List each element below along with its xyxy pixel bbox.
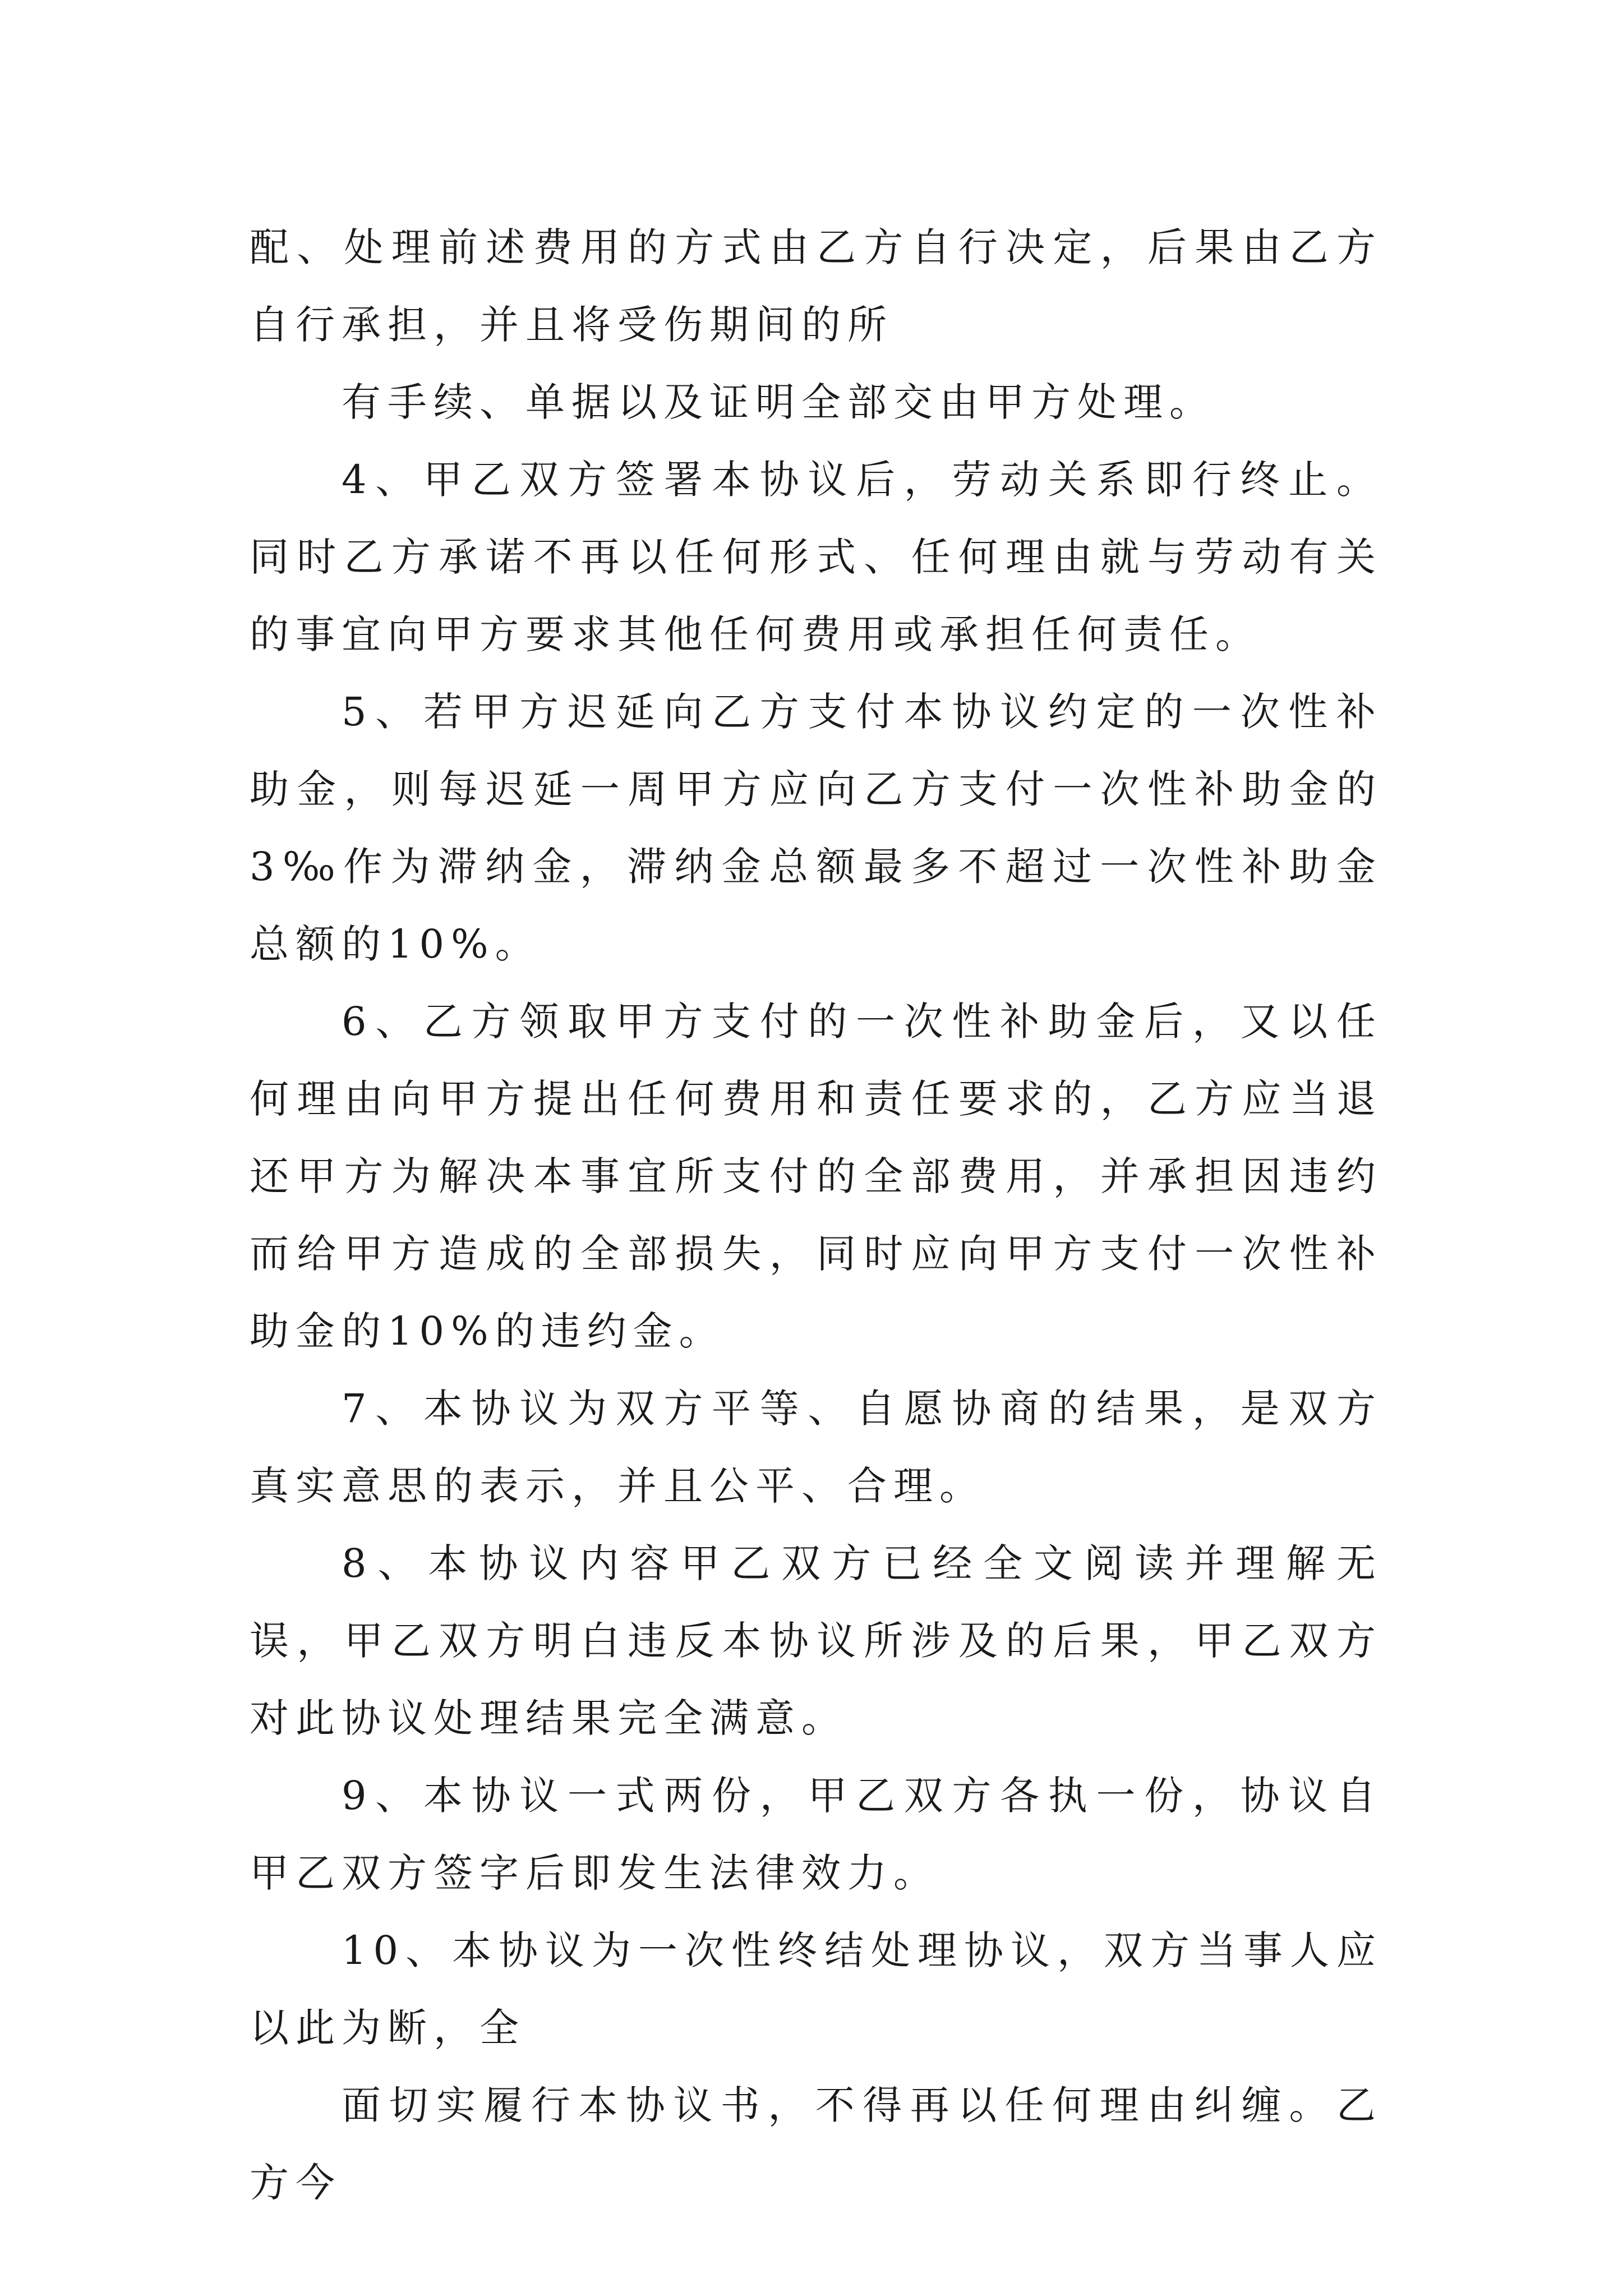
clause-9: 9、本协议一式两份，甲乙双方各执一份，协议自甲乙双方签字后即发生法律效力。 [250,1773,1382,1896]
clause-10-continuation: 面切实履行本协议书，不得再以任何理由纠缠。乙方今 [250,2082,1382,2206]
clause-4: 4、甲乙双方签署本协议后，劳动关系即行终止。同时乙方承诺不再以任何形式、任何理由就与劳动有关的事宜向甲方要求其他任何费用或承担任何责任。 [250,457,1382,657]
paragraph-continuation-2: 有手续、单据以及证明全部交由甲方处理。 [342,379,1215,425]
document-body [250,209,1382,2221]
clause-8: 8、本协议内容甲乙双方已经全文阅读并理解无误，甲乙双方明白违反本协议所涉及的后果，甲乙双方对此协议处理结果完全满意。 [250,1540,1382,1741]
clause-5: 5、若甲方迟延向乙方支付本协议约定的一次性补助金，则每迟延一周甲方应向乙方支付一次性补助金的3‰作为滞纳金，滞纳金总额最多不超过一次性补助金总额的10%。 [250,689,1382,967]
clause-6: 6、乙方领取甲方支付的一次性补助金后，又以任何理由向甲方提出任何费用和责任要求的，乙方应当退还甲方为解决本事宜所支付的全部费用，并承担因违约而给甲方造成的全部损失，同时应向甲方支付一次性补助金的10%的违约金。 [250,999,1382,1354]
clause-10: 10、本协议为一次性终结处理协议，双方当事人应以此为断，全 [250,1927,1382,2051]
clause-7: 7、本协议为双方平等、自愿协商的结果，是双方真实意思的表示，并且公平、合理。 [250,1386,1382,1509]
paragraph-continuation: 配、处理前述费用的方式由乙方自行决定，后果由乙方自行承担，并且将受伤期间的所 [250,224,1382,348]
